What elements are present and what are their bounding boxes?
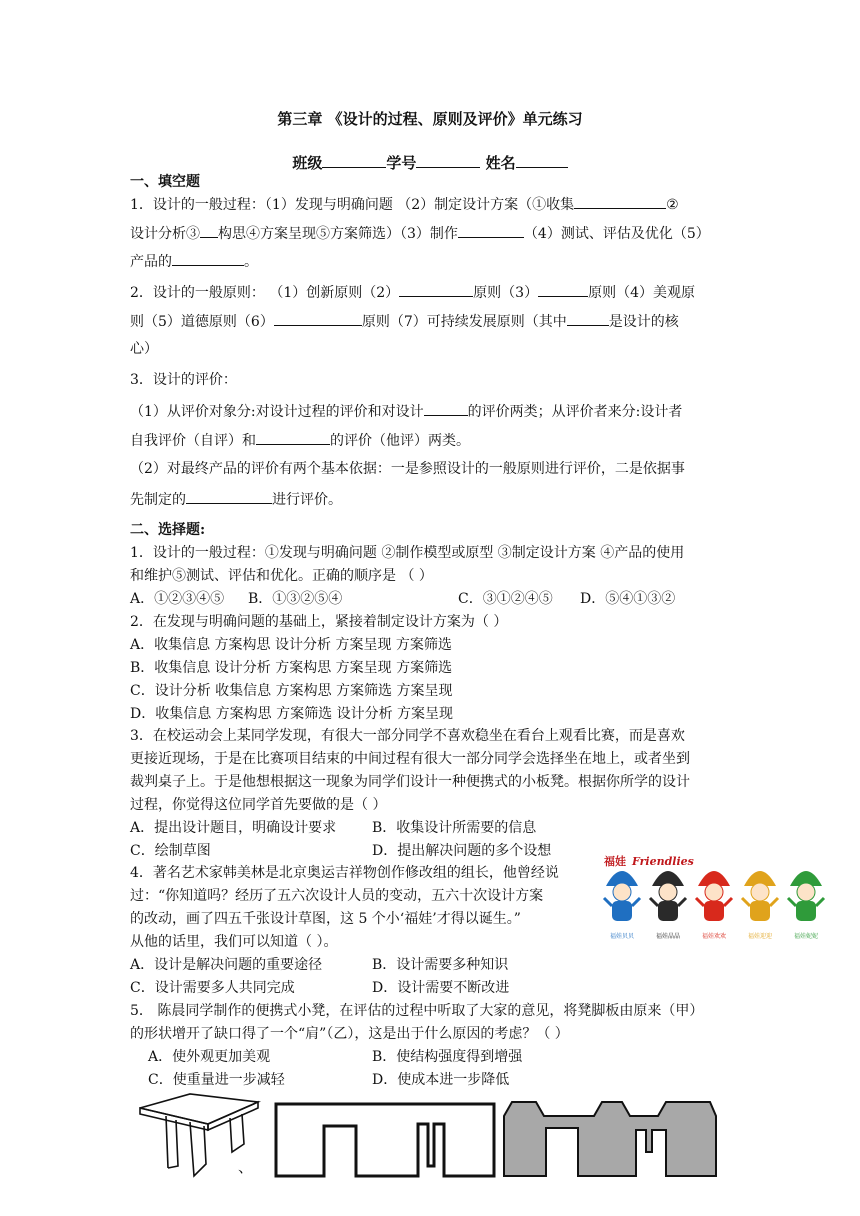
blank[interactable] [200,224,218,238]
choice-q4-line4: 从他的话里，我们可以知道（ ）。 [130,934,338,950]
blank[interactable] [574,195,666,209]
mascot-body [658,901,678,921]
choice-q3-option-b[interactable]: B．收集设计所需要的信息 [372,820,537,836]
choice-q1-line1: 1．设计的一般过程：①发现与明确问题 ②制作模型或原型 ③制定设计方案 ④产品的使用 [130,545,685,561]
choice-q2-stem: 2．在发现与明确问题的基础上，紧接着制定设计方案为（ ） [130,614,508,630]
choice-q5-option-a[interactable]: A．使外观更加美观 [148,1049,271,1065]
choice-q5-option-d[interactable]: D．使成本进一步降低 [372,1072,510,1088]
blank[interactable] [458,224,524,238]
mascot-face [659,883,677,901]
choice-q3-line1: 3．在校运动会上某同学发现，有很大一部分同学不喜欢稳坐在看台上观看比赛，而是喜欢 [130,728,685,744]
name-blank[interactable] [516,154,568,168]
mascot-face [797,883,815,901]
choice-q4-line1: 4．著名艺术家韩美林是北京奥运吉祥物创作修改组的组长，他曾经说 [130,865,559,881]
stool-figure [138,1090,720,1180]
choice-q4-option-c[interactable]: C．设计需要多人共同完成 [130,980,295,996]
mascot-face [613,883,631,901]
fill-q1-line1: 1．设计的一般过程：（1）发现与明确问题 （2）制定设计方案（①收集 ② [130,197,679,213]
mascot-name-caption: 福娃贝贝 [609,933,635,940]
mascot-body [612,901,632,921]
fill-q3-line3: （2）对最终产品的评价有两个基本依据：一是参照设计的一般原则进行评价，二是依据事 [130,461,685,477]
fill-q3-line2: 自我评价（自评）和 的评价（他评）两类。 [130,433,470,449]
fuwa-mascot-figure [696,871,732,940]
choice-q3-option-d[interactable]: D．提出解决问题的多个设想 [372,843,552,859]
choice-q5-line1: 5． 陈晨同学制作的便携式小凳，在评估的过程中听取了大家的意见，将凳脚板由原来（甲） [130,1003,704,1019]
choice-q3-option-a[interactable]: A．提出设计题目，明确设计要求 [130,820,337,836]
fill-q3-line4: 先制定的 进行评价。 [130,492,342,508]
mascot-face [751,883,769,901]
stool-leg-shape-yi [504,1102,716,1176]
fill-q1-line3: 产品的 。 [130,254,258,270]
choice-q3-line2: 更接近现场，于是在比赛项目结束的中间过程有很大一部分同学会选择坐在地上，或者坐到 [130,751,690,767]
fill-q3-line1: （1）从评价对象分:对设计过程的评价和对设计 的评价两类；从评价者来分:设计者 [130,404,683,420]
blank[interactable] [424,402,468,416]
blank[interactable] [399,283,473,297]
mascot-body [704,901,724,921]
fuwa-mascot-figure [788,871,824,940]
fill-q2-line3: 心） [130,341,158,357]
name-label: 姓名 [485,154,516,172]
choice-q2-option-b[interactable]: B．收集信息 设计分析 方案构思 方案呈现 方案筛选 [130,660,453,676]
mascot-name-caption: 福娃欢欢 [701,933,727,940]
fuwa-mascot-figure [742,871,778,940]
class-label: 班级 [292,154,323,172]
id-label: 学号 [386,154,417,172]
choice-q4-option-b[interactable]: B．设计需要多种知识 [372,957,509,973]
mascot-body [750,901,770,921]
choice-q2-option-d[interactable]: D．收集信息 方案构思 方案筛选 设计分析 方案呈现 [130,706,454,722]
class-blank[interactable] [322,154,386,168]
choice-q1-option-c[interactable]: C．③①②④⑤ [458,591,553,607]
fuwa-mascot-figure [604,871,640,940]
mascot-name-caption: 福娃妮妮 [793,933,819,940]
choice-q4-option-d[interactable]: D．设计需要不断改进 [372,980,510,996]
choice-q4-line3: 的改动，画了四五千张设计草图，这 5 个小‘福娃’才得以诞生。” [130,911,521,927]
choice-q5-option-b[interactable]: B．使结构强度得到增强 [372,1049,523,1065]
figure-separator: 、 [238,1158,254,1176]
id-blank[interactable] [416,154,480,168]
choice-q1-line2: 和维护⑤测试、评估和优化。正确的顺序是 （ ） [130,568,433,584]
fill-q2-line1: 2．设计的一般原则： （1）创新原则（2） 原则（3） 原则（4）美观原 [130,285,696,301]
blank[interactable] [172,252,244,266]
choice-q2-option-c[interactable]: C．设计分析 收集信息 方案构思 方案筛选 方案呈现 [130,683,453,699]
fill-q3-head: 3．设计的评价： [130,372,237,388]
fuwa-mascot-image [600,852,832,952]
choice-q1-option-b[interactable]: B．①③②⑤④ [248,591,343,607]
stool-leg-shape-jia [276,1104,494,1176]
fuwa-mascot-figure [650,871,686,940]
stool-diagram [138,1090,720,1180]
fuwa-mascot-illustration [600,852,832,952]
blank[interactable] [538,283,588,297]
section2-heading: 二、选择题: [130,522,206,538]
blank[interactable] [186,490,272,504]
mascot-name-caption: 福娃迎迎 [747,933,773,940]
choice-q1-option-d[interactable]: D．⑤④①③② [580,591,676,607]
mascot-name-caption: 福娃晶晶 [655,933,681,940]
choice-q3-option-c[interactable]: C．绘制草图 [130,843,211,859]
student-info [0,152,860,173]
page-title: 第三章 《设计的过程、原则及评价》单元练习 [277,110,583,128]
choice-q1-option-a[interactable]: A．①②③④⑤ [130,591,225,607]
blank[interactable] [256,431,330,445]
choice-q2-option-a[interactable]: A．收集信息 方案构思 设计分析 方案呈现 方案筛选 [130,637,452,653]
fuwa-logo [603,854,694,868]
choice-q3-line4: 过程，你觉得这位同学首先要做的是（ ） [130,797,387,813]
choice-q5-line2: 的形状增开了缺口得了一个“肩”（乙），这是出于什么原因的考虑？（ ） [130,1026,569,1042]
mascot-body [796,901,816,921]
svg-text:Friendlies: Friendlies [632,855,694,868]
fill-q2-line2: 则（5）道德原则（6） 原则（7）可持续发展原则（其中 是设计的核 [130,314,679,330]
blank[interactable] [274,312,362,326]
section1-heading: 一、填空题 [130,174,200,190]
blank[interactable] [567,312,609,326]
choice-q4-line2: 过：“你知道吗？经历了五六次设计人员的变动，五六十次设计方案 [130,888,544,904]
choice-q3-line3: 裁判桌子上。于是他想根据这一现象为同学们设计一种便携式的小板凳。根据你所学的设计 [130,774,690,790]
choice-q4-option-a[interactable]: A．设计是解决问题的重要途径 [130,957,323,973]
fill-q1-line2: 设计分析③ 构思④方案呈现⑤方案筛选）（3）制作 （4）测试、评估及优化（5） [130,226,710,242]
choice-q5-option-c[interactable]: C．使重量进一步减轻 [148,1072,285,1088]
svg-text:福娃: 福娃 [604,855,626,868]
mascot-face [705,883,723,901]
